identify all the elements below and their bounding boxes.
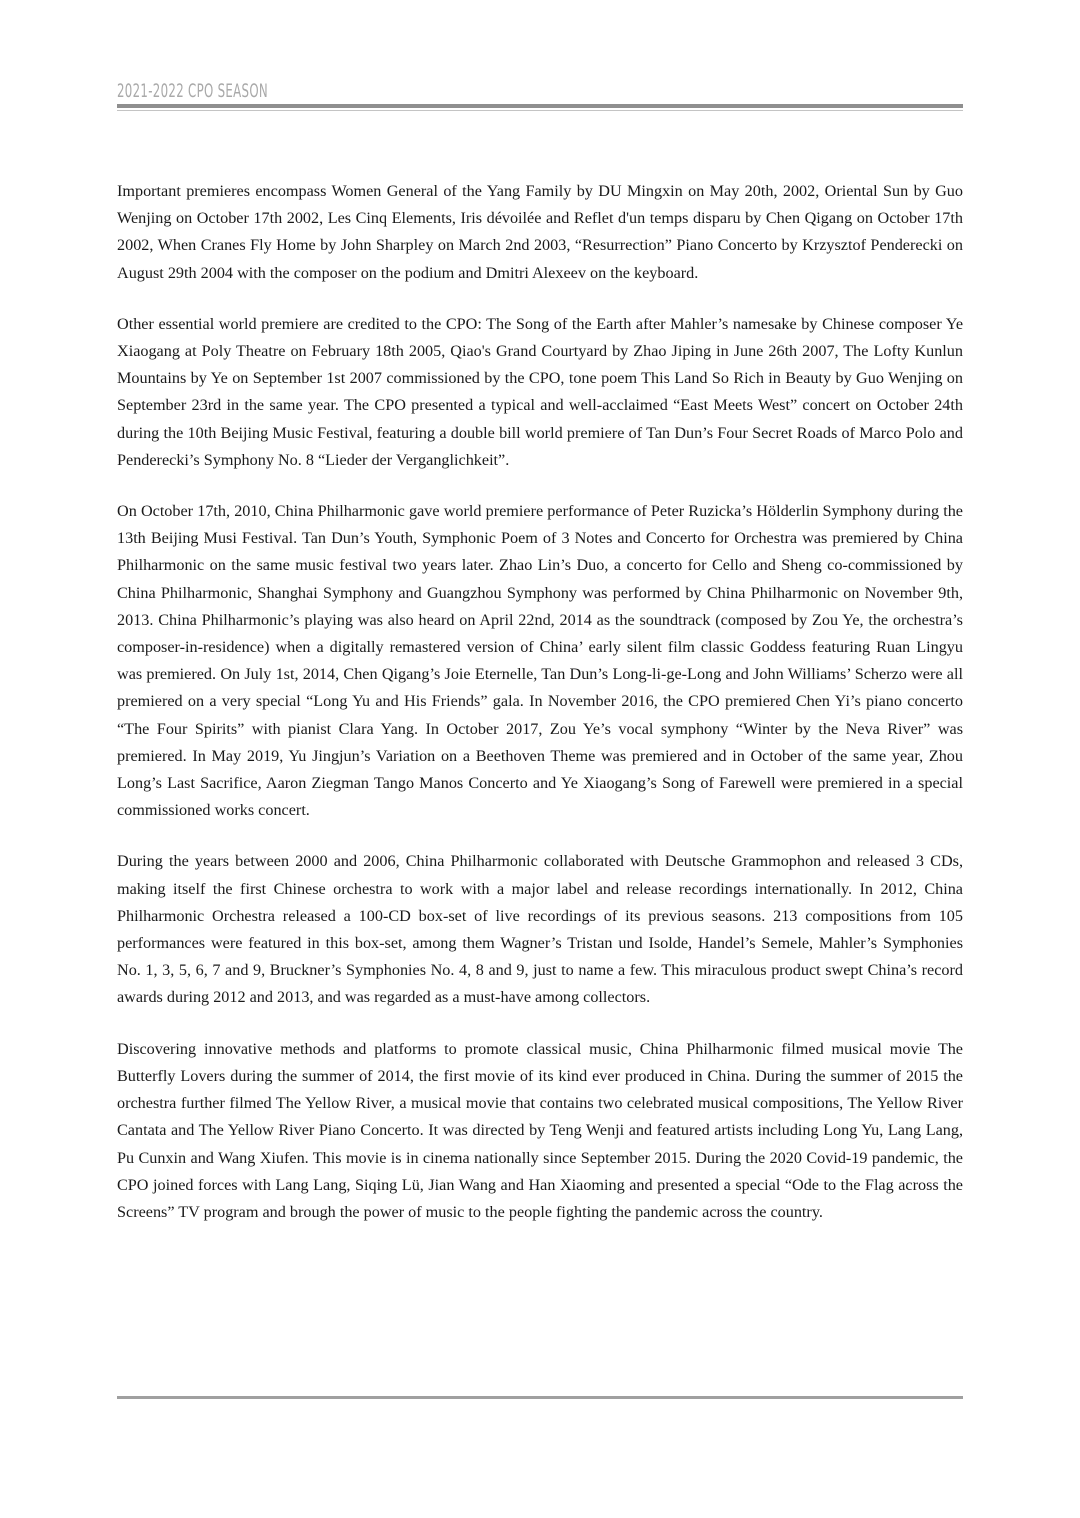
paragraph-films: Discovering innovative methods and platforms to promote classical music, China Philharmonic filmed musical movie The Butterfly Lovers during the summer of 2014, the first movie of its kind ever produced in China. During the summer of 2015 the orchestra further filmed The Yellow River, a musical movie that contains two celebrated musical compositions, The Yellow River Cantata and The Yellow River Piano Concerto. It was directed by Teng Wenji and featured artists including Long Yu, Lang Lang, Pu Cunxin and Wang Xiufen. This movie is in cinema nationally since September 2015. During the 2020 Covid-19 pandemic, the CPO joined forces with Lang Lang, Siqing Lü, Jian Wang and Han Xiaoming and presented a special “Ode to the Flag across the Screens” TV program and brough the power of music to the people fighting the pandemic across the country. xyxy=(117,1039,963,1221)
article-body xyxy=(117,178,963,1250)
paragraph-premieres: Important premieres encompass Women General of the Yang Family by DU Mingxin on May 20th, 2002, Oriental Sun by Guo Wenjing on October 17th 2002, Les Cinq Elements, Iris dévoilée and Reflet d'un temps disparu by Chen Qigang on October 17th 2002, When Cranes Fly Home by John Sharpley on March 2nd 2003, “Resurrection” Piano Concerto by Krzysztof Penderecki on August 29th 2004 with the composer on the podium and Dmitri Alexeev on the keyboard. xyxy=(117,182,963,282)
footer-divider xyxy=(117,1396,963,1399)
header-divider xyxy=(117,104,963,108)
paragraph-recordings: During the years between 2000 and 2006, China Philharmonic collaborated with Deutsche Grammophon and released 3 CDs, making itself the first Chinese orchestra to work with a major label and release recordings internationally. In 2012, China Philharmonic Orchestra released a 100-CD box-set of live recordings of its previous seasons. 213 compositions from 105 performances were featured in this box-set, among them Wagner’s Tristan und Isolde, Handel’s Semele, Mahler’s Symphonies No. 1, 3, 5, 6, 7 and 9, Bruckner’s Symphonies No. 4, 8 and 9, just to name a few. This miraculous product swept China’s record awards during 2012 and 2013, and was regarded as a must-have among collectors. xyxy=(117,852,963,1007)
paragraph-world-premieres: Other essential world premiere are credited to the CPO: The Song of the Earth after Mahler’s namesake by Chinese composer Ye Xiaogang at Poly Theatre on February 18th 2005, Qiao's Grand Courtyard by Zhao Jiping in June 26th 2007, The Lofty Kunlun Mountains by Ye on September 1st 2007 commissioned by the CPO, tone poem This Land So Rich in Beauty by Guo Wenjing on September 23rd in the same year. The CPO presented a typical and well-acclaimed “East Meets West” concert on October 24th during the 10th Beijing Music Festival, featuring a double bill world premiere of Tan Dun’s Four Secret Roads of Marco Polo and Penderecki’s Symphony No. 8 “Lieder der Verganglichkeit”. xyxy=(117,314,963,469)
header-divider-thin xyxy=(117,110,963,111)
paragraph-2010-premieres: On October 17th, 2010, China Philharmonic gave world premiere performance of Peter Ruzicka’s Hölderlin Symphony during the 13th Beijing Musi Festival. Tan Dun’s Youth, Symphonic Poem of 3 Notes and Concerto for Orchestra was premiered by China Philharmonic on the same music festival two years later. Zhao Lin’s Duo, a concerto for Cello and Sheng co-commissioned by China Philharmonic, Shanghai Symphony and Guangzhou Symphony was performed by China Philharmonic on November 9th, 2013. China Philharmonic’s playing was also heard on April 22nd, 2014 as the soundtrack (composed by Zou Ye, the orchestra’s composer-in-residence) when a digitally remastered version of China’ early silent film classic Goddess featuring Ruan Lingyu was premiered. On July 1st, 2014, Chen Qigang’s Joie Eternelle, Tan Dun’s Long-li-ge-Long and John Williams’ Scherzo were all premiered on a very special “Long Yu and His Friends” gala. In November 2016, the CPO premiered Chen Yi’s piano concerto “The Four Spirits” with pianist Clara Yang. In October 2017, Zou Ye’s vocal symphony “Winter by the Neva River” was premiered. In May 2019, Yu Jingjun’s Variation on a Beethoven Theme was premiered and in October of the same year, Zhou Long’s Last Sacrifice, Aaron Ziegman Tango Manos Concerto and Ye Xiaogang’s Song of Farewell were premiered in a special commissioned works concert. xyxy=(117,502,963,820)
page-header-title: 2021-2022 CPO SEASON xyxy=(117,80,269,102)
